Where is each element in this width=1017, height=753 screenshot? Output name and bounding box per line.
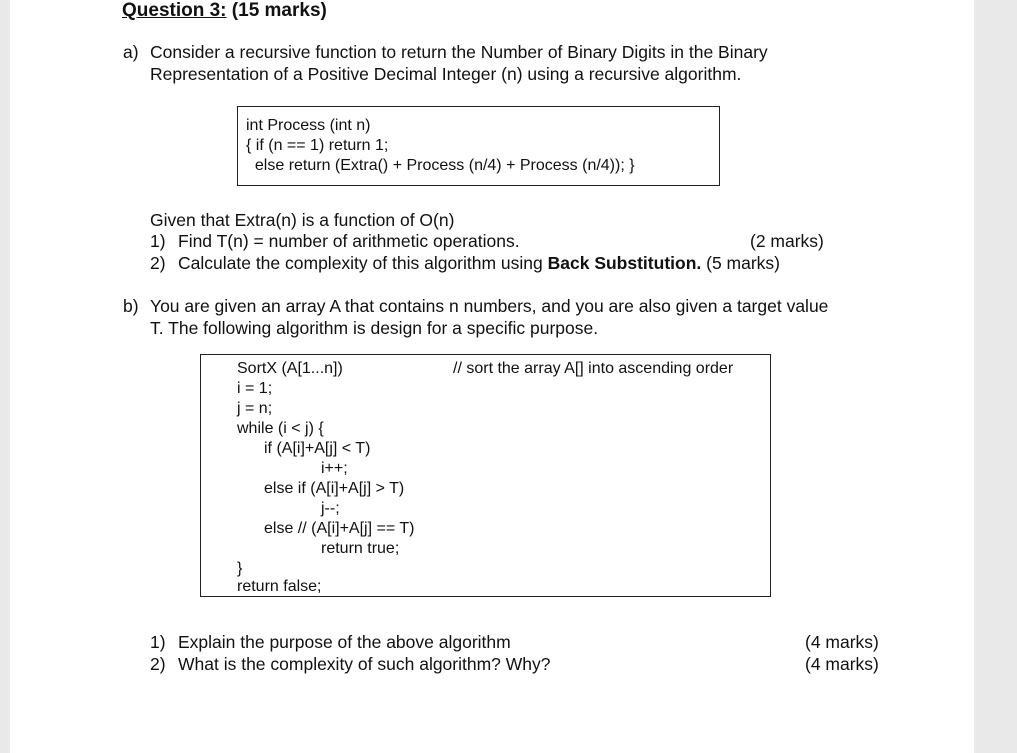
part-a-code-box [237, 106, 720, 186]
code-line: j = n; [237, 400, 273, 417]
code-line: { if (n == 1) return 1; [246, 137, 389, 154]
part-b-q1-marks: (4 marks) [805, 632, 879, 652]
code-line: i++; [321, 460, 348, 477]
part-b-line-2: T. The following algorithm is design for a specific purpose. [150, 318, 599, 338]
part-a-marker: a) [123, 42, 139, 62]
part-a-q1-num: 1) [150, 231, 166, 251]
part-a-q2-text-bold: Back Substitution. [547, 253, 702, 273]
code-line: while (i < j) { [237, 420, 324, 437]
part-b-code-box [200, 354, 771, 597]
question-title [122, 0, 327, 21]
question-label: Question 3: [122, 0, 227, 21]
part-a-line-1: Consider a recursive function to return the Number of Binary Digits in the Binary [150, 42, 768, 62]
part-b-q2-marks: (4 marks) [805, 654, 879, 674]
code-line: SortX (A[1...n]) [237, 360, 343, 377]
code-comment: // sort the array A[] into ascending order [453, 360, 734, 377]
part-a-line-2: Representation of a Positive Decimal Integer (n) using a recursive algorithm. [150, 64, 742, 84]
part-b-q2-num: 2) [150, 654, 166, 674]
part-b-q2-text: What is the complexity of such algorithm? Why? [178, 654, 551, 674]
code-line: return false; [237, 578, 322, 595]
part-a-q2-text [178, 253, 780, 274]
part-b-marker: b) [123, 296, 139, 316]
part-a-q1-marks: (2 marks) [750, 231, 824, 251]
code-line: else if (A[i]+A[j] > T) [264, 480, 405, 497]
part-a-q2-text-pre: Calculate the complexity of this algorithm using [178, 253, 548, 273]
code-line: j--; [321, 500, 340, 517]
question-marks: (15 marks) [226, 0, 327, 21]
code-line: int Process (int n) [246, 117, 371, 134]
code-line: else return (Extra() + Process (n/4) + Process (n/4)); } [246, 157, 635, 174]
code-line: return true; [321, 540, 400, 557]
code-line: } [237, 560, 243, 577]
code-line: i = 1; [237, 380, 273, 397]
code-line: else // (A[i]+A[j] == T) [264, 520, 415, 537]
part-a-q2-marks: (5 marks) [701, 253, 780, 273]
code-line: if (A[i]+A[j] < T) [264, 440, 371, 457]
part-b-line-1: You are given an array A that contains n numbers, and you are also given a target value [150, 296, 829, 316]
part-a-given: Given that Extra(n) is a function of O(n) [150, 210, 455, 230]
part-b-q1-text: Explain the purpose of the above algorithm [178, 632, 511, 652]
part-b-q1-num: 1) [150, 632, 166, 652]
part-a-q1-text: Find T(n) = number of arithmetic operations. [178, 231, 520, 251]
document-page [10, 0, 974, 753]
part-a-q2-num: 2) [150, 253, 166, 273]
